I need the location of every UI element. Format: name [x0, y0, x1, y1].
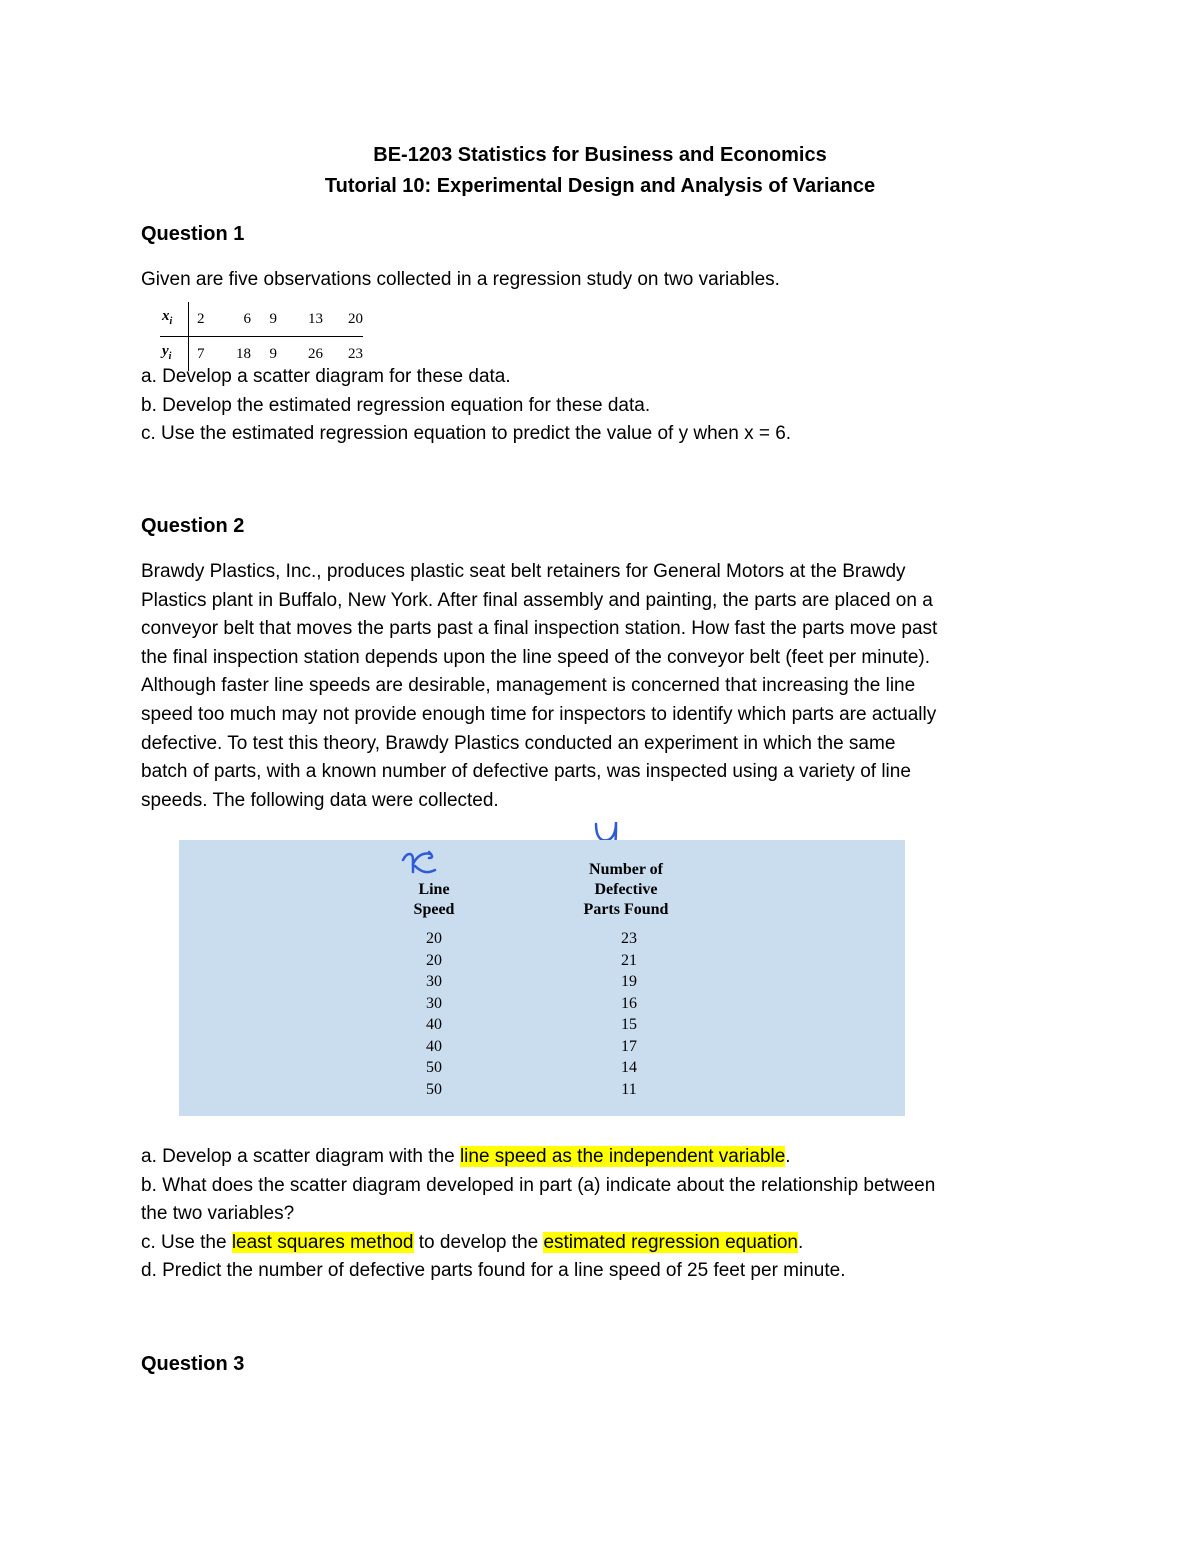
line-speed-values — [404, 928, 464, 1100]
paragraph-line: the final inspection station depends upon the line speed of the conveyor belt (feet per minute). — [141, 646, 931, 668]
q2-part-b-line1: b. What does the scatter diagram developed in part (a) indicate about the relationship between — [141, 1174, 936, 1196]
table-cell: 23 — [621, 930, 637, 947]
highlighted-text: least squares method — [231, 1231, 414, 1253]
table-cell: 30 — [426, 973, 442, 990]
text-run: to develop the — [413, 1231, 544, 1253]
q1-part-c: c. Use the estimated regression equation to predict the value of y when x = 6. — [141, 423, 792, 445]
question-2-parts — [141, 1143, 1057, 1286]
paragraph-line: conveyor belt that moves the parts past a final inspection station. How fast the parts move past — [141, 618, 938, 640]
table-cell: 50 — [426, 1080, 442, 1098]
text-run: . — [785, 1146, 791, 1167]
paragraph-line: defective. To test this theory, Brawdy Plastics conducted an experiment in which the same — [141, 732, 896, 754]
header-text: Speed — [413, 901, 455, 918]
question-2-heading: Question 2 — [141, 515, 245, 537]
table-cell: 9 — [269, 346, 277, 362]
paragraph-line: speed too much may not provide enough time for inspectors to identify which parts are actually — [141, 703, 937, 725]
line-speed-header — [394, 880, 474, 920]
header-text: Line — [418, 881, 450, 898]
table-cell: 17 — [621, 1037, 637, 1055]
table-cell: 11 — [621, 1080, 637, 1098]
table-cell: 19 — [621, 973, 637, 990]
handwritten-x-annotation — [399, 844, 441, 878]
table-cell: 20 — [426, 930, 442, 947]
table-cell: 15 — [621, 1016, 637, 1033]
question-1-parts — [141, 363, 1057, 449]
paragraph-line: Brawdy Plastics, Inc., produces plastic seat belt retainers for General Motors at the Brawdy — [141, 561, 906, 582]
table-cell: 21 — [621, 951, 637, 969]
line-speed-data-table — [179, 840, 905, 1116]
highlighted-text: estimated regression equation — [543, 1231, 798, 1253]
question-3-heading: Question 3 — [141, 1353, 245, 1375]
tutorial-title-line: Tutorial 10: Experimental Design and Analysis of Variance — [324, 175, 876, 197]
table-cell: 50 — [426, 1059, 442, 1076]
table-cell: 30 — [426, 994, 442, 1012]
q1-part-a: a. Develop a scatter diagram for these data. — [141, 366, 511, 387]
question-2-paragraph — [141, 558, 1057, 815]
table-cell: 23 — [348, 346, 363, 362]
course-title-line: BE-1203 Statistics for Business and Economics — [373, 144, 827, 166]
q2-part-d: d. Predict the number of defective parts found for a line speed of 25 feet per minute. — [141, 1260, 846, 1282]
table-cell: 16 — [621, 994, 637, 1012]
q2-part-c — [141, 1229, 1057, 1258]
table-cell: 26 — [308, 346, 323, 362]
q2-part-b-line2: the two variables? — [141, 1203, 295, 1225]
table-cell: 13 — [277, 302, 323, 337]
course-title — [0, 140, 1200, 202]
table-cell: 14 — [621, 1059, 637, 1076]
q1-part-b: b. Develop the estimated regression equation for these data. — [141, 394, 651, 416]
question-1-heading: Question 1 — [141, 223, 245, 245]
table-cell: 40 — [426, 1016, 442, 1033]
y-label: $y_i$ — [160, 337, 189, 372]
table-cell: 6 — [215, 302, 251, 337]
highlighted-text: line speed as the independent variable — [459, 1146, 786, 1167]
text-run: . — [797, 1231, 804, 1253]
header-text: Defective — [594, 881, 658, 898]
question-1-data-table — [160, 302, 363, 371]
q2-part-a — [141, 1143, 1057, 1172]
paragraph-line: batch of parts, with a known number of defective parts, was inspected using a variety of line — [141, 761, 911, 783]
question-1-intro: Given are five observations collected in a regression study on two variables. — [141, 269, 780, 290]
table-cell: 2 — [189, 302, 216, 337]
text-run: a. Develop a scatter diagram with the — [141, 1146, 460, 1167]
defective-parts-header — [561, 860, 691, 920]
table-cell: 7 — [197, 346, 205, 362]
paragraph-line: speeds. The following data were collected. — [141, 789, 499, 811]
defective-values — [599, 928, 659, 1100]
header-text: Number of — [589, 861, 663, 878]
paragraph-line: Although faster line speeds are desirable, management is concerned that increasing the line — [141, 675, 916, 697]
table-cell: 40 — [426, 1037, 442, 1055]
table-cell: 20 — [426, 951, 442, 969]
text-run: c. Use the — [141, 1231, 232, 1253]
header-text: Parts Found — [583, 901, 669, 918]
x-label: $x_i$ — [160, 302, 189, 337]
table-cell: 9 — [251, 302, 277, 337]
table-cell: 18 — [236, 346, 251, 362]
table-cell: 20 — [323, 302, 363, 337]
paragraph-line: Plastics plant in Buffalo, New York. After final assembly and painting, the parts are placed on a — [141, 589, 933, 611]
